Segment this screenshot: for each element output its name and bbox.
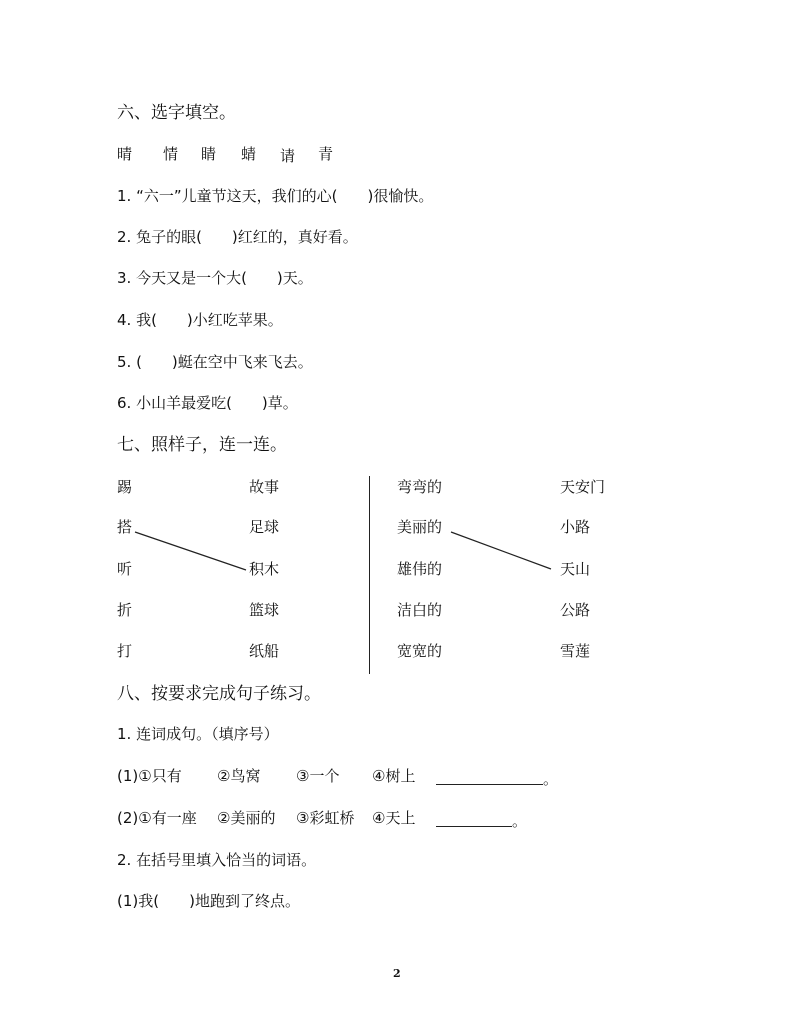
- match-word: 足球: [249, 518, 280, 536]
- fill-item-6: 6. 小山羊最爱吃( )草。: [117, 394, 298, 412]
- match-word: 雄伟的: [397, 560, 443, 578]
- word-option: ③彩虹桥: [296, 809, 355, 827]
- match-word: 天山: [560, 560, 591, 578]
- word-option: ②美丽的: [217, 809, 276, 827]
- choice-char: 蜻: [241, 145, 257, 163]
- match-word: 篮球: [249, 601, 280, 619]
- match-word: 积木: [249, 560, 280, 578]
- fill-item-4: 4. 我( )小红吃苹果。: [117, 311, 283, 329]
- sentence-period: 。: [512, 812, 528, 830]
- match-word: 听: [117, 560, 133, 578]
- section6-title: 六、选字填空。: [117, 103, 236, 123]
- match-word: 折: [117, 601, 133, 619]
- match-word: 天安门: [560, 478, 606, 496]
- fill-item-2: 2. 兔子的眼( )红红的，真好看。: [117, 228, 358, 246]
- answer-blank[interactable]: [436, 784, 543, 785]
- section7-title: 七、照样子，连一连。: [117, 435, 287, 455]
- match-word: 故事: [249, 478, 280, 496]
- match-word: 小路: [560, 518, 591, 536]
- match-word: 雪莲: [560, 642, 591, 660]
- example-line-right: [451, 532, 551, 569]
- fill-item-1: 1. “六一”儿童节这天，我们的心( )很愉快。: [117, 187, 434, 205]
- match-word: 纸船: [249, 642, 280, 660]
- matching-divider: [369, 476, 370, 674]
- page-number: 2: [393, 967, 401, 980]
- subsection-title-2: 2. 在括号里填入恰当的词语。: [117, 851, 317, 869]
- match-word: 弯弯的: [397, 478, 443, 496]
- match-word: 公路: [560, 601, 591, 619]
- word-option: (1)①只有: [117, 767, 182, 785]
- choice-char: 青: [318, 145, 334, 163]
- fill-item-running: (1)我( )地跑到了终点。: [117, 892, 300, 910]
- choice-char: 情: [163, 145, 179, 163]
- word-option: ②鸟窝: [217, 767, 261, 785]
- word-option: ③一个: [296, 767, 340, 785]
- word-option: (2)①有一座: [117, 809, 197, 827]
- match-word: 踢: [117, 478, 133, 496]
- word-option: ④天上: [372, 809, 416, 827]
- match-word: 搭: [117, 518, 133, 536]
- match-word: 打: [117, 642, 133, 660]
- match-word: 宽宽的: [397, 642, 443, 660]
- subsection-title-1: 1. 连词成句。（填序号）: [117, 725, 279, 743]
- sentence-period: 。: [543, 770, 559, 788]
- section8-title: 八、按要求完成句子练习。: [117, 684, 321, 704]
- match-word: 美丽的: [397, 518, 443, 536]
- fill-item-5: 5. ( )蜓在空中飞来飞去。: [117, 353, 313, 371]
- fill-item-3: 3. 今天又是一个大( )天。: [117, 269, 313, 287]
- choice-char: 请: [280, 147, 296, 165]
- word-option: ④树上: [372, 767, 416, 785]
- answer-blank[interactable]: [436, 826, 512, 827]
- choice-char: 睛: [201, 145, 217, 163]
- choice-char: 晴: [117, 145, 133, 163]
- match-word: 洁白的: [397, 601, 443, 619]
- example-line-left: [135, 532, 246, 570]
